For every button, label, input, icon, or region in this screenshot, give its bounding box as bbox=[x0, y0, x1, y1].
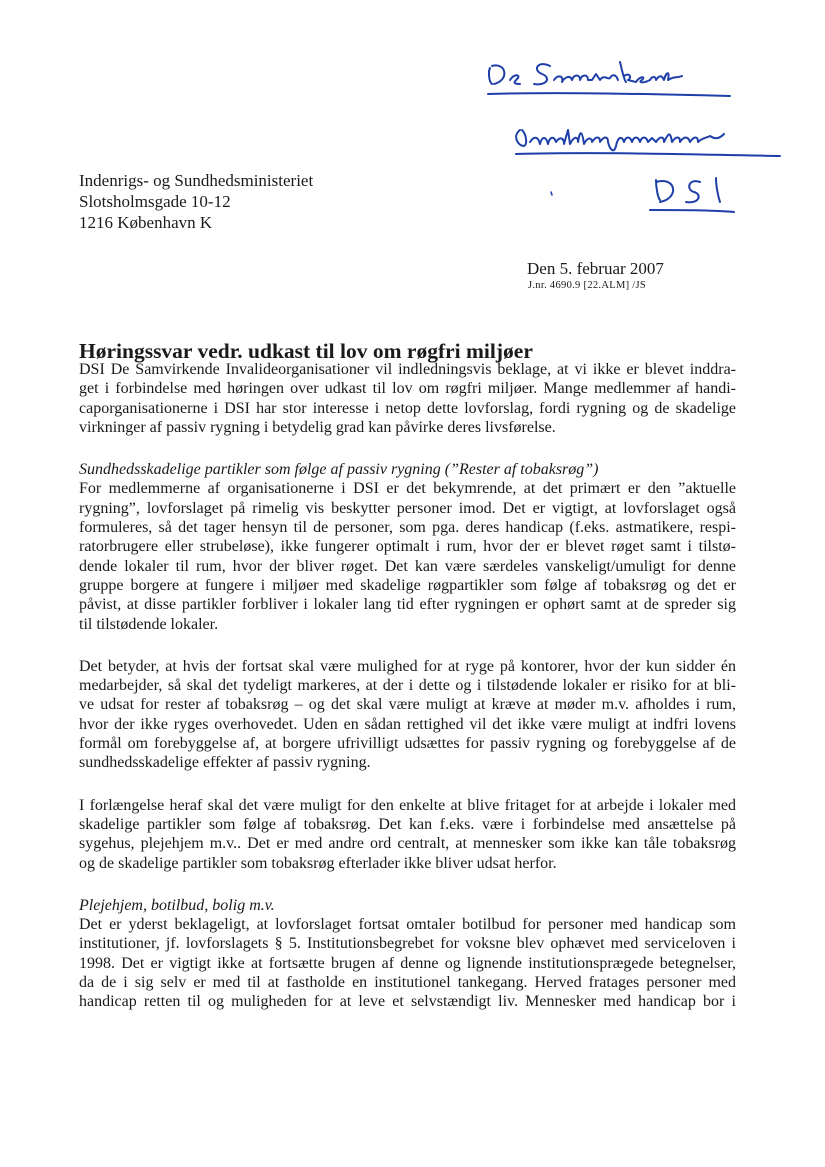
recipient-name: Indenrigs- og Sundhedsministeriet bbox=[79, 171, 314, 190]
paragraph-offices bbox=[79, 657, 736, 773]
text-line: sundhedsskadelige effekter af passiv rygning. bbox=[79, 754, 371, 772]
journal-number: J.nr. 4690.9 [22.ALM] /JS bbox=[528, 280, 647, 291]
letter-date: Den 5. februar 2007 bbox=[527, 259, 664, 278]
text-line: og de skadelige partikler som tobaksrøg efterlader ikke bliver udsat herfor. bbox=[79, 854, 557, 872]
text-line: formuleres, så det tager hensyn til de personer, som pga. deres handicap (f.eks. astmatikere, respi- bbox=[79, 519, 736, 537]
text-line: dende lokaler til rum, hvor der bliver røget. Det kan være særdeles vanskeligt/umuligt for denne bbox=[79, 557, 736, 575]
text-line: hvor der ikke ryges overhovedet. Uden en sådan rettighed vil det ikke være muligt at indfri lovens bbox=[79, 715, 736, 733]
text-line: til tilstødende lokaler. bbox=[79, 615, 219, 633]
text-line: ve udsat for rester af tobaksrøg – og det skal være muligt at kræve at møder m.v. afholdes i rum, bbox=[79, 696, 736, 714]
text-line: 1998. Det er vigtigt ikke at fortsætte brugen af denne og lignende institutionsprægede betegnelser, bbox=[79, 954, 736, 972]
paragraph-particles bbox=[79, 479, 736, 633]
text-line: medarbejder, så skal det tydeligt markeres, at der i dette og i tilstødende lokaler er risiko for at bli- bbox=[79, 677, 736, 695]
recipient-street: Slotsholmsgade 10-12 bbox=[79, 192, 231, 211]
paragraph-housing bbox=[79, 915, 736, 1011]
recipient-city: 1216 København K bbox=[79, 213, 213, 232]
subheading-housing: Plejehjem, botilbud, bolig m.v. bbox=[79, 896, 275, 914]
text-line: Det betyder, at hvis der fortsat skal være mulighed for at ryge på kontorer, hvor der kun sidder én bbox=[79, 657, 736, 675]
paragraph-intro bbox=[79, 360, 736, 437]
text-line: handicap retten til og muligheden for at leve et selvstændigt liv. Mennesker med handicap bor i bbox=[79, 993, 736, 1011]
handwritten-signature bbox=[480, 50, 790, 220]
text-line: skadelige partikler som følge af tobaksrøg. Det kan f.eks. være i forbindelse med ansættelse på bbox=[79, 815, 736, 833]
text-line: DSI De Samvirkende Invalideorganisationer vil indledningsvis beklage, at vi ikke er blevet inddra- bbox=[79, 361, 736, 378]
text-line: gruppe borgere at fungere i miljøer med skadelige røgpartikler som følge af tobaksrøg og det er bbox=[79, 576, 736, 594]
text-line: da de i sig selv er med til at fastholde en institutionel tankegang. Herved fratages personer med bbox=[79, 974, 736, 992]
text-line: påvist, at disse partikler forbliver i lokaler lang tid efter rygningen er ophørt samt at de spreder sig bbox=[79, 596, 736, 614]
paragraph-exemption bbox=[79, 796, 736, 873]
text-line: institutioner, jf. lovforslagets § 5. Institutionsbegrebet for voksne blev ophævet med serviceloven i bbox=[79, 935, 736, 953]
text-line: Det er yderst beklageligt, at lovforslaget fortsat omtaler botilbud for personer med handicap som bbox=[79, 916, 736, 934]
text-line: sygehus, plejehjem m.v.. Det er med andre ord centralt, at mennesker som ikke kan tåle tobaksrøg bbox=[79, 835, 736, 853]
text-line: get i forbindelse med høringen over udkast til lov om røgfri miljøer. Mange medlemmer af handi- bbox=[79, 380, 736, 398]
text-line: virkninger af passiv rygning i betydelig grad kan påvirke deres livsførelse. bbox=[79, 418, 556, 436]
text-line: formål om forebyggelse af, at borgere ufrivilligt udsættes for passiv rygning og forebyggelse af de bbox=[79, 735, 736, 753]
text-line: ratorbrugere eller strubeløse), ikke fungerer optimalt i rum, hvor der er blevet røget samt i tilstø- bbox=[79, 538, 736, 556]
text-line: I forlængelse heraf skal det være muligt for den enkelte at blive fritaget for at arbejde i lokaler med bbox=[79, 796, 736, 814]
recipient-address bbox=[79, 170, 313, 233]
text-line: rygning”, lovforslaget på rimelig vis beskytter personer imod. Det er vigtigt, at lovforslaget også bbox=[79, 499, 736, 517]
text-line: caporganisationerne i DSI har stor interesse i netop dette lovforslag, fordi rygning og de skadelige bbox=[79, 399, 736, 417]
document-title: Høringssvar vedr. udkast til lov om røgfri miljøer bbox=[79, 339, 533, 363]
text-line: For medlemmerne af organisationerne i DSI er det bekymrende, at det primært er den ”aktuelle bbox=[79, 480, 736, 498]
subheading-particles: Sundhedsskadelige partikler som følge af passiv rygning (”Rester af tobaksrøg”) bbox=[79, 461, 599, 479]
letter-body bbox=[79, 360, 736, 1012]
